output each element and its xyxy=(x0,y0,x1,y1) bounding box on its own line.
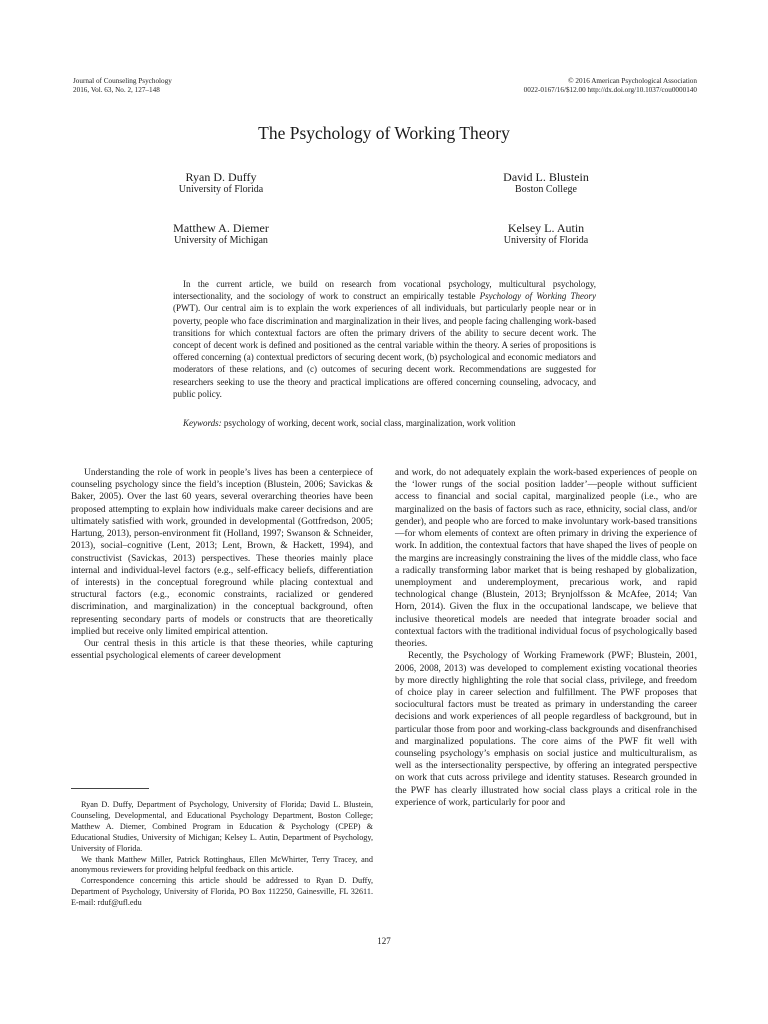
doi-line: 0022-0167/16/$12.00 http://dx.doi.org/10.1037/cou0000140 xyxy=(523,86,697,94)
journal-issue: 2016, Vol. 63, No. 2, 127–148 xyxy=(73,86,160,94)
abstract-text-part1: In the current article, we build on research from vocational psychology, multicultural psychology, intersectionality, and the sociology of work to construct an empirically testable xyxy=(173,279,596,302)
author-name: Matthew A. Diemer xyxy=(173,221,269,235)
journal-header-left xyxy=(73,77,172,95)
abstract-theory-term: Psychology of Working Theory xyxy=(479,291,596,302)
body-paragraph: Recently, the Psychology of Working Framework (PWF; Blustein, 2001, 2006, 2008, 2013) was developed to complement existing vocational theories by more directly highlighting the role that social class, privilege, and freedom of choice play in career selection and fulfillment. The PWF proposes that sociocultural factors must be treated as primary in understanding the career decisions and work experiences of all people regardless of background, but in particular those from poor and working-class backgrounds and disenfranchised and marginalized populations. The core aims of the PWF fit well with counseling psychology’s emphasis on social justice and multiculturalism, as well as the intersectionality perspective, by offering an integrated perspective on work that cuts across privilege and identity statuses. Research grounded in the PWF has clearly illustrated how social class plays a critical role in the experience of work, particularly for poor and xyxy=(395,651,697,808)
footnote-affiliations: Ryan D. Duffy, Department of Psychology, University of Florida; David L. Blustein, Counseling, Developmental, and Educational Psychology Department, Boston College; Matthew A. Diemer, Combined Program in Education & Psychology (CPEP) & Educational Studies, University of Michigan; Kelsey L. Autin, Department of Psychology, University of Florida. xyxy=(71,800,373,853)
author-block xyxy=(436,221,656,247)
author-block xyxy=(436,170,656,196)
author-name: David L. Blustein xyxy=(503,170,589,184)
author-note xyxy=(71,800,373,909)
author-affiliation: University of Florida xyxy=(178,184,264,195)
body-column-right xyxy=(395,467,697,809)
author-block xyxy=(111,170,331,196)
article-title: The Psychology of Working Theory xyxy=(258,123,510,143)
footnote-divider xyxy=(71,788,149,789)
journal-name: Journal of Counseling Psychology xyxy=(73,77,172,85)
body-column-left xyxy=(71,467,373,663)
abstract xyxy=(173,278,596,400)
journal-header-right xyxy=(524,77,697,95)
footnote-correspondence: Correspondence concerning this article should be addressed to Ryan D. Duffy, Department of Psychology, University of Florida, PO Box 112250, Gainesville, FL 32611. E-mail: rduf@ufl.edu xyxy=(71,876,373,908)
author-affiliation: University of Florida xyxy=(503,235,589,246)
footnote-acknowledgments: We thank Matthew Miller, Patrick Rottinghaus, Ellen McWhirter, Terry Tracey, and anonymous reviewers for providing helpful feedback on this article. xyxy=(71,854,373,875)
keywords-text: psychology of working, decent work, social class, marginalization, work volition xyxy=(221,418,516,428)
page-number: 127 xyxy=(377,936,391,946)
author-block xyxy=(111,221,331,247)
body-paragraph: and work, do not adequately explain the work-based experiences of people on the ‘lower rungs of the social position ladder’—people without sufficient access to financial and social capital, marginalized people (i.e., who are marginalized on the basis of factors such as race, ethnicity, social class, and/or gender), and people who are forced to make involuntary work-based transitions—for whom elements of context are often primary in driving the experience of work. In addition, the contextual factors that have shaped the lives of people on the margins are increasingly constraining the lives of the middle class, who face a radically transforming labor market that is being reshaped by globalization, unemployment and underemployment, precarious work, and rapid technological change (Blustein, 2013; Brynjolfsson & McAfee, 2014; Van Horn, 2014). Given the flux in the occupational landscape, we believe that inclusive theoretical models are needed that integrate broader social and contextual factors with the traditional individual focus of psychologically based theories. xyxy=(395,468,697,650)
keywords xyxy=(173,417,596,429)
author-affiliation: University of Michigan xyxy=(174,235,268,246)
author-name: Ryan D. Duffy xyxy=(185,170,257,184)
body-paragraph: Understanding the role of work in people’s lives has been a centerpiece of counseling psychology since the field’s inception (Blustein, 2006; Savickas & Baker, 2005). Over the last 60 years, several overarching theories have been proposed attempting to explain how individuals make career decisions and are ultimately satisfied with work, grounded in developmental (Gottfredson, 2005; Hartung, 2013), person-environment fit (Holland, 1997; Swanson & Schneider, 2013), social–cognitive (Lent, 2013; Lent, Brown, & Hackett, 1994), and constructivist (Savickas, 2013) perspectives. These theories mainly place internal and individual-level factors (e.g., self-efficacy beliefs, differentiation of interests) in the conceptual foreground while placing contextual and structural factors (e.g., economic constraints, racialized or gendered discrimination, and marginalization) in the conceptual background, often representing secondary parts of models or constructs that are theoretically implied but receive only limited empirical attention. xyxy=(71,468,373,637)
keywords-label: Keywords: xyxy=(183,418,222,428)
author-affiliation: Boston College xyxy=(515,184,577,195)
body-paragraph: Our central thesis in this article is that these theories, while capturing essential psychological elements of career development xyxy=(71,639,373,662)
abstract-text-part2: (PWT). Our central aim is to explain the work experiences of all individuals, but particularly people near or in poverty, people who face discrimination and marginalization in their lives, and people facing challenging work-based transitions for which contextual factors are often the primary drivers of the ability to secure decent work. The concept of decent work is defined and positioned as the central variable within the theory. A series of propositions is offered concerning (a) contextual predictors of securing decent work, (b) psychological and economic mediators and moderators of these relations, and (c) outcomes of securing decent work. Recommendations are suggested for researchers seeking to use the theory and practical implications are offered concerning counseling, advocacy, and public policy. xyxy=(173,303,596,399)
copyright-notice: © 2016 American Psychological Association xyxy=(568,77,697,85)
author-name: Kelsey L. Autin xyxy=(507,221,585,235)
